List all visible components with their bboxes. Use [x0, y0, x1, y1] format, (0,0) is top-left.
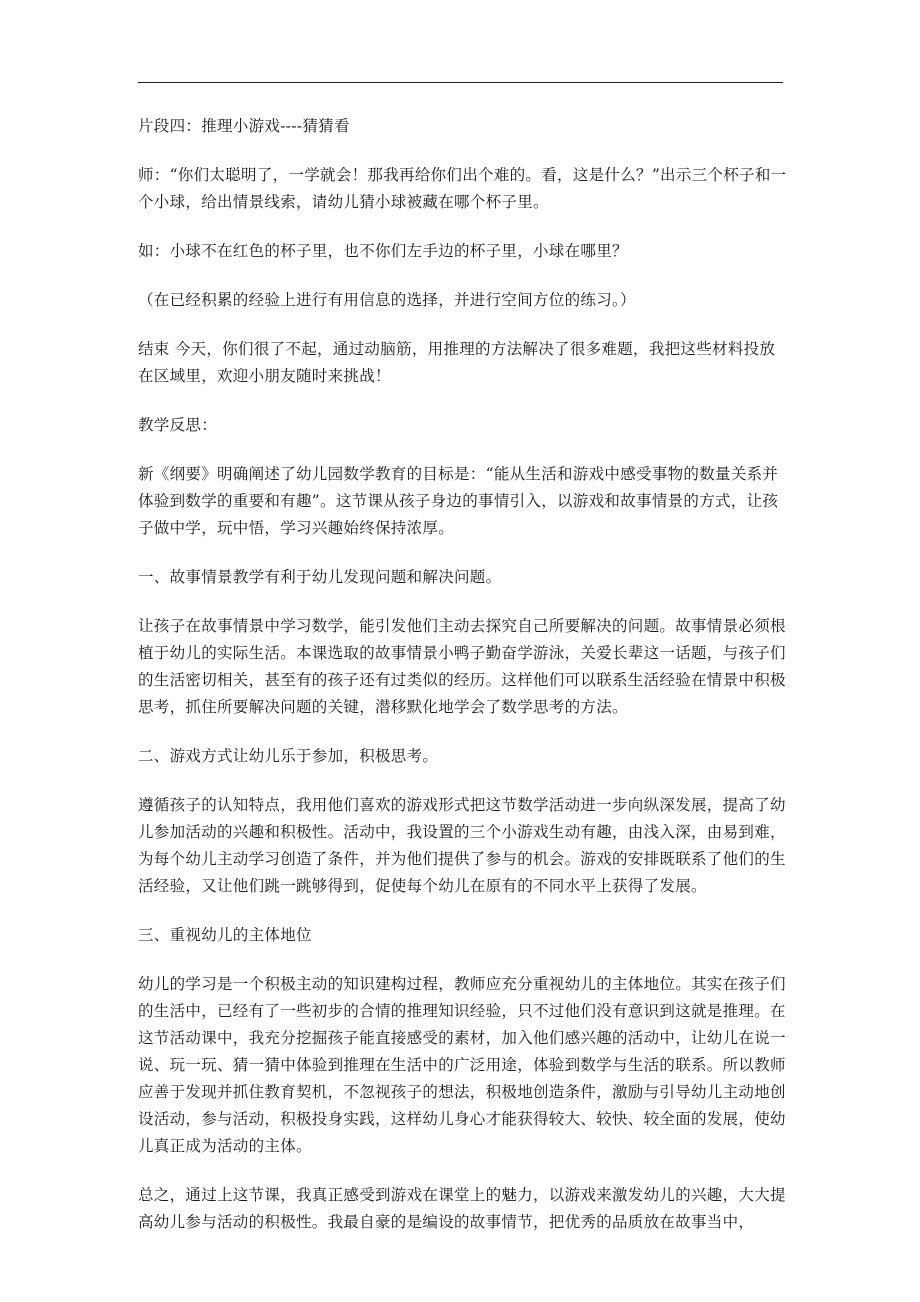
example-clue-paragraph: 如：小球不在红色的杯子里，也不你们左手边的杯子里，小球在哪里？ [138, 242, 628, 260]
closing-paragraph: 结束 今天，你们很了不起，通过动脑筋，用推理的方法解决了很多难题，我把这些材料投放在区域里，欢迎小朋友随时来挑战！ [138, 340, 776, 385]
reflection-intro-paragraph: 新《纲要》明确阐述了幼儿园数学教育的目标是：“能从生活和游戏中感受事物的数量关系并体验到数学的重要和有趣”。这节课从孩子身边的事情引入，以游戏和故事情景的方式，让孩子做中学，玩中悟，学习兴趣始终保持浓厚。 [138, 465, 779, 537]
point-three-paragraph: 幼儿的学习是一个积极主动的知识建构过程，教师应充分重视幼儿的主体地位。其实在孩子们的生活中，已经有了一些初步的合情的推理知识经验，只不过他们没有意识到这就是推理。在这节活动课中，我充分挖掘孩子能直接感受的素材，加入他们感兴趣的活动中，让幼儿在说一说、玩一玩、猜一猜中体验到推理在生活中的广泛用途，体验到数学与生活的联系。所以教师应善于发现并抓住教育契机，不忽视孩子的想法，积极地创造条件，激励与引导幼儿主动地创设活动，参与活动，积极投身实践，这样幼儿身心才能获得较大、较快、较全面的发展，使幼儿真正成为活动的主体。 [138, 975, 786, 1155]
point-two-heading: 二、游戏方式让幼儿乐于参加，积极思考。 [138, 747, 439, 765]
teacher-dialogue-paragraph: 师：“你们太聪明了，一学就会！那我再给你们出个难的。看，这是什么？”出示三个杯子和一个小球，给出情景线索，请幼儿猜小球被藏在哪个杯子里。 [138, 166, 787, 211]
practice-note-paragraph: （在已经积累的经验上进行有用信息的选择，并进行空间方位的练习。） [138, 291, 636, 309]
section-heading-fragment-four: 片段四：推理小游戏----猜猜看 [138, 117, 350, 135]
summary-paragraph: 总之，通过上这节课，我真正感受到游戏在课堂上的魅力，以游戏来激发幼儿的兴趣，大大提高幼儿参与活动的积极性。我最自豪的是编设的故事情节，把优秀的品质放在故事当中， [138, 1186, 786, 1231]
point-two-paragraph: 遵循孩子的认知特点，我用他们喜欢的游戏形式把这节数学活动进一步向纵深发展，提高了幼儿参加活动的兴趣和积极性。活动中，我设置的三个小游戏生动有趣，由浅入深，由易到难，为每个幼儿主动学习创造了条件，并为他们提供了参与的机会。游戏的安排既联系了他们的生活经验，又让他们跳一跳够得到，促使每个幼儿在原有的不同水平上获得了发展。 [138, 796, 786, 895]
reflection-heading: 教学反思： [138, 416, 218, 434]
point-three-heading: 三、重视幼儿的主体地位 [138, 926, 312, 944]
document-body [138, 113, 788, 1258]
point-one-heading: 一、故事情景教学有利于幼儿发现问题和解决问题。 [138, 568, 502, 586]
header-rule [138, 82, 783, 83]
point-one-paragraph: 让孩子在故事情景中学习数学，能引发他们主动去探究自己所要解决的问题。故事情景必须根植于幼儿的实际生活。本课选取的故事情景小鸭子勤奋学游泳，关爱长辈这一话题，与孩子们的生活密切相关，甚至有的孩子还有过类似的经历。这样他们可以联系生活经验在情景中积极思考，抓住所要解决问题的关键，潜移默化地学会了数学思考的方法。 [138, 617, 786, 716]
